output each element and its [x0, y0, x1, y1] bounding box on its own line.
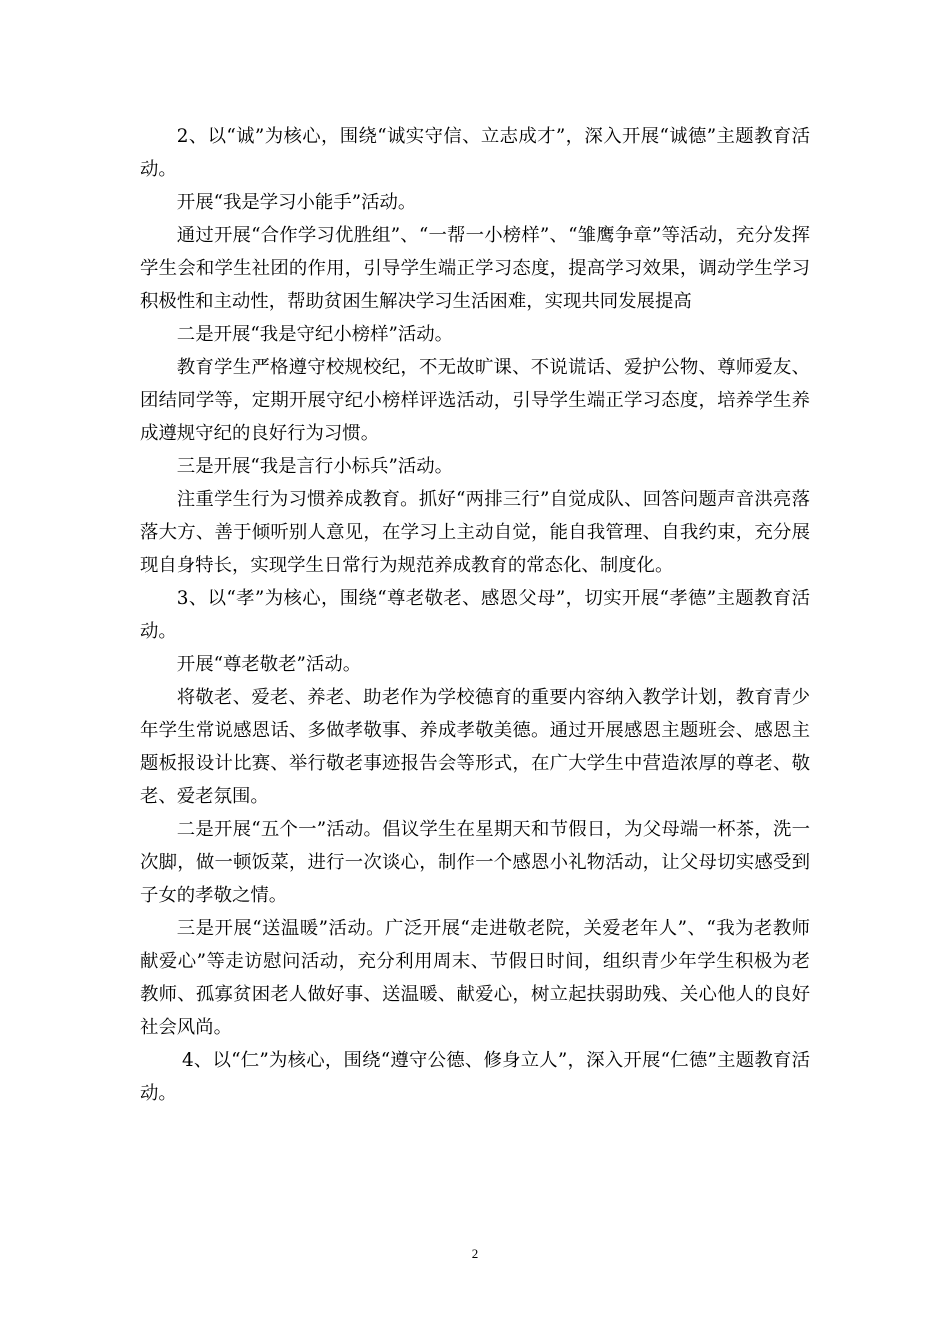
paragraph-activity-respect-elders: 开展“尊老敬老”活动。 [176, 654, 362, 675]
document-body [140, 120, 810, 1110]
paragraph-activity-conduct: 三是开展“我是言行小标兵”活动。 [176, 456, 454, 477]
paragraph-activity-send-warmth: 三是开展“送温暖”活动。广泛开展“走进敬老院，关爱老年人”、“我为老教师献爱心”等走访慰问活动，充分利用周末、节假日时间，组织青少年学生积极为老教师、孤寡贫困老人做好事、送温暖、献爱心，树立起扶弱助残、关心他人的良好社会风尚。 [140, 918, 810, 1038]
paragraph-section-2-heading: 2、以“诚”为核心，围绕“诚实守信、立志成才”，深入开展“诚德”主题教育活动。 [140, 126, 810, 180]
paragraph-section-4-heading: 4、以“仁”为核心，围绕“遵守公德、修身立人”，深入开展“仁德”主题教育活动。 [140, 1050, 810, 1104]
paragraph-activity-discipline: 二是开展“我是守纪小榜样”活动。 [176, 324, 454, 345]
paragraph-activity-study: 开展“我是学习小能手”活动。 [176, 192, 417, 213]
paragraph-discipline-details: 教育学生严格遵守校规校纪，不无故旷课、不说谎话、爱护公物、尊师爱友、团结同学等，定期开展守纪小榜样评选活动，引导学生端正学习态度，培养学生养成遵规守纪的良好行为习惯。 [140, 357, 810, 444]
paragraph-conduct-details: 注重学生行为习惯养成教育。抓好“两排三行”自觉成队、回答问题声音洪亮落落大方、善于倾听别人意见，在学习上主动自觉，能自我管理、自我约束，充分展现自身特长，实现学生日常行为规范养成教育的常态化、制度化。 [140, 489, 810, 576]
paragraph-activity-five-ones: 二是开展“五个一”活动。倡议学生在星期天和节假日，为父母端一杯茶，洗一次脚，做一顿饭菜，进行一次谈心，制作一个感恩小礼物活动，让父母切实感受到子女的孝敬之情。 [140, 819, 810, 906]
paragraph-study-details: 通过开展“合作学习优胜组”、“一帮一小榜样”、“雏鹰争章”等活动，充分发挥学生会和学生社团的作用，引导学生端正学习态度，提高学习效果，调动学生学习积极性和主动性，帮助贫困生解决学习生活困难，实现共同发展提高 [140, 225, 810, 312]
paragraph-respect-elders-details: 将敬老、爱老、养老、助老作为学校德育的重要内容纳入教学计划，教育青少年学生常说感恩话、多做孝敬事、养成孝敬美德。通过开展感恩主题班会、感恩主题板报设计比赛、举行敬老事迹报告会等形式，在广大学生中营造浓厚的尊老、敬老、爱老氛围。 [140, 687, 810, 807]
page-number: 2 [471, 1246, 479, 1261]
paragraph-section-3-heading: 3、以“孝”为核心，围绕“尊老敬老、感恩父母”，切实开展“孝德”主题教育活动。 [140, 588, 810, 642]
